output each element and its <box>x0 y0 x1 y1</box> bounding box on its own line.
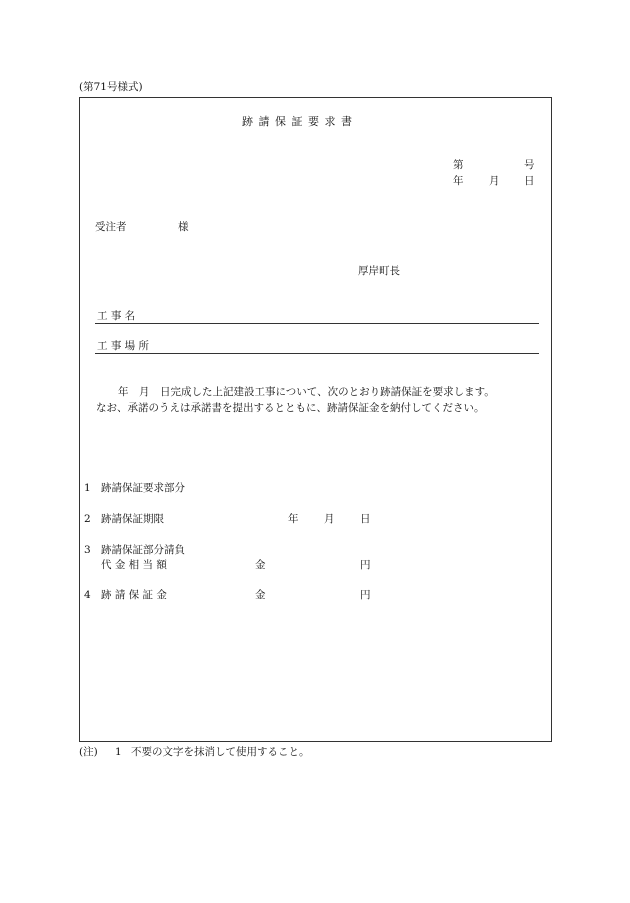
document-title: 跡 請 保 証 要 求 書 <box>242 115 353 128</box>
item-2-month: 月 <box>324 513 335 525</box>
form-number: (第71号様式) <box>79 81 143 93</box>
work-name-label: 工 事 名 <box>97 310 136 322</box>
item-2-number: 2 <box>84 513 91 525</box>
document-number-prefix: 第 <box>453 159 464 171</box>
work-location-underline <box>95 353 539 354</box>
item-2-label: 跡請保証期限 <box>101 513 164 525</box>
form-frame <box>79 97 552 742</box>
item-4-unit: 円 <box>360 589 371 601</box>
item-4-prefix: 金 <box>255 589 266 601</box>
item-2-year: 年 <box>288 513 299 525</box>
date-day: 日 <box>524 175 535 187</box>
body-line-1: 年 月 日完成した上記建設工事について、次のとおり跡請保証を要求します。 <box>118 386 495 398</box>
note-label: (注) <box>79 746 98 758</box>
date-year: 年 <box>453 175 464 187</box>
item-4-number: 4 <box>84 589 91 601</box>
item-2-day: 日 <box>360 513 371 525</box>
item-3-unit: 円 <box>360 559 371 571</box>
item-3-label-line-2: 代 金 相 当 額 <box>101 559 167 571</box>
work-name-underline <box>95 323 539 324</box>
document-number-suffix: 号 <box>524 159 535 171</box>
item-1-label: 跡請保証要求部分 <box>101 482 185 494</box>
addressee-label: 受注者 <box>95 221 127 233</box>
note-text: 不要の文字を抹消して使用すること。 <box>131 746 310 758</box>
item-1-number: 1 <box>84 482 91 494</box>
item-3-number: 3 <box>84 544 91 556</box>
item-3-prefix: 金 <box>255 559 266 571</box>
body-line-2: なお、承諾のうえは承諾書を提出するとともに、跡請保証金を納付してください。 <box>96 402 485 414</box>
item-3-label: 跡請保証部分請負 <box>101 544 185 556</box>
item-4-label: 跡 請 保 証 金 <box>101 589 167 601</box>
work-location-label: 工 事 場 所 <box>97 340 150 352</box>
date-month: 月 <box>489 175 500 187</box>
issuer-name: 厚岸町長 <box>358 265 400 277</box>
addressee-honorific: 様 <box>178 221 189 233</box>
note-number: 1 <box>115 746 122 758</box>
